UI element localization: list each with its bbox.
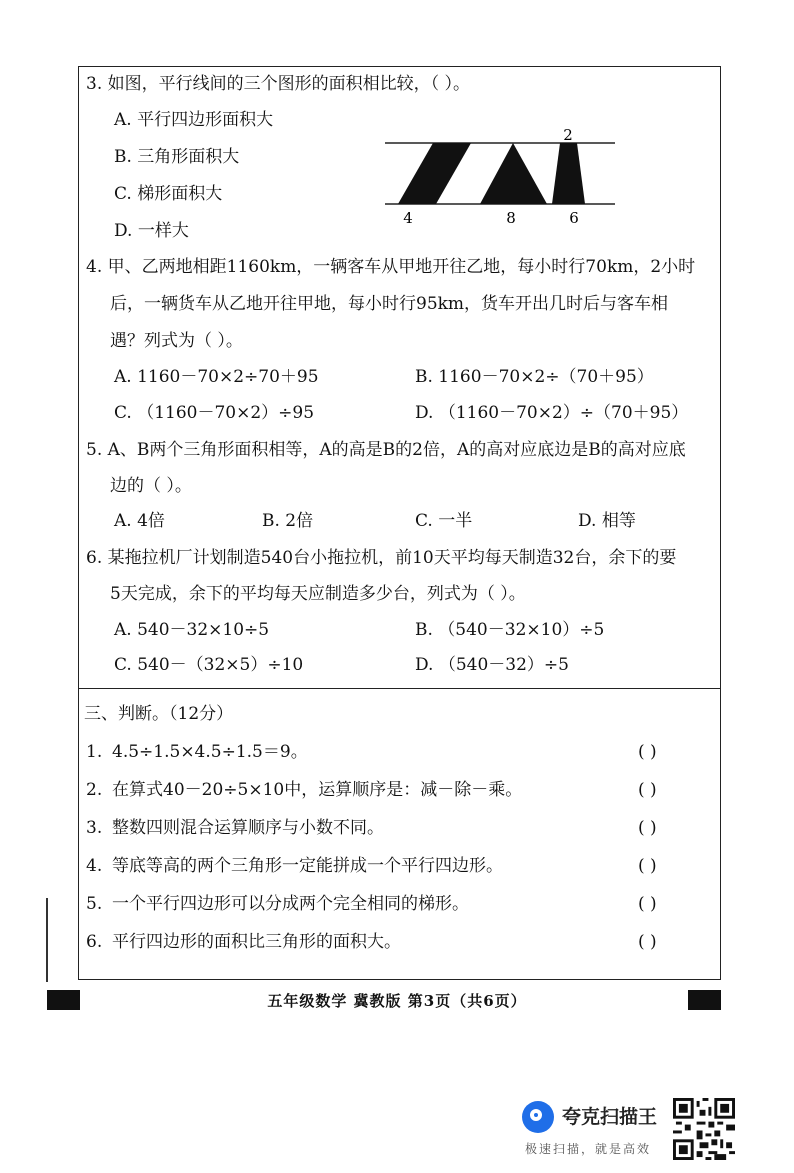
judge-6-number: 6. (86, 932, 103, 952)
q5-option-c: C. 一半 (415, 511, 473, 531)
label-top-2: 2 (563, 126, 573, 144)
trapezoid-shape (552, 143, 585, 204)
q5-option-d: D. 相等 (578, 511, 636, 531)
parallel-lines-figure (380, 122, 620, 228)
judge-4-answer[interactable]: ( ) (638, 856, 657, 876)
q5-line-2: 边的（ ）。 (110, 476, 192, 496)
q6-option-b: B. （540－32×10）÷5 (415, 620, 605, 640)
judge-4-number: 4. (86, 856, 103, 876)
q4-option-a: A. 1160－70×2÷70＋95 (114, 367, 319, 387)
q6-option-a: A. 540－32×10÷5 (114, 620, 270, 640)
q5-line-1: 5. A、B两个三角形面积相等，A的高是B的2倍，A的高对应底边是B的高对应底 (86, 440, 686, 460)
q3-option-d: D. 一样大 (114, 221, 189, 241)
q4-line-2: 后，一辆货车从乙地开往甲地，每小时行95km，货车开出几时后与客车相 (110, 294, 669, 314)
judge-2-number: 2. (86, 780, 103, 800)
q3-option-b: B. 三角形面积大 (114, 147, 240, 167)
judge-6-text: 平行四边形的面积比三角形的面积大。 (112, 932, 401, 952)
q4-line-3: 遇？列式为（ ）。 (110, 331, 243, 351)
judge-5-answer[interactable]: ( ) (638, 894, 657, 914)
q3-option-a: A. 平行四边形面积大 (114, 110, 274, 130)
label-bottom-6: 6 (569, 209, 579, 227)
section3-title: 三、判断。（12分） (84, 704, 234, 724)
q4-option-d: D. （1160－70×2）÷（70＋95） (415, 403, 689, 423)
judge-2-answer[interactable]: ( ) (638, 780, 657, 800)
label-bottom-8: 8 (506, 209, 516, 227)
q4-option-c: C. （1160－70×2）÷95 (114, 403, 315, 423)
judge-4-text: 等底等高的两个三角形一定能拼成一个平行四边形。 (112, 856, 503, 876)
scanner-logo-icon (522, 1101, 554, 1133)
q6-line-1: 6. 某拖拉机厂计划制造540台小拖拉机，前10天平均每天制造32台，余下的要 (86, 548, 677, 568)
judge-1-text: 4.5÷1.5×4.5÷1.5＝9。 (112, 742, 308, 762)
q6-option-d: D. （540－32）÷5 (415, 655, 569, 675)
page-footer: 五年级数学 冀教版 第3页（共6页） (267, 992, 527, 1010)
judge-1-number: 1. (86, 742, 103, 762)
q5-option-b: B. 2倍 (262, 511, 314, 531)
qr-code-icon (673, 1098, 735, 1160)
judge-3-answer[interactable]: ( ) (638, 818, 657, 838)
brand-slogan: 极速扫描，就是高效 (525, 1142, 652, 1156)
judge-5-text: 一个平行四边形可以分成两个完全相同的梯形。 (112, 894, 469, 914)
judge-6-answer[interactable]: ( ) (638, 932, 657, 952)
brand-name: 夸克扫描王 (562, 1106, 658, 1128)
q6-option-c: C. 540－（32×5）÷10 (114, 655, 304, 675)
q3-text: 3. 如图，平行线间的三个图形的面积相比较，（ ）。 (86, 74, 471, 94)
q6-line-2: 5天完成，余下的平均每天应制造多少台，列式为（ ）。 (110, 584, 526, 604)
judge-5-number: 5. (86, 894, 103, 914)
judge-3-text: 整数四则混合运算顺序与小数不同。 (112, 818, 384, 838)
q4-line-1: 4. 甲、乙两地相距1160km，一辆客车从甲地开往乙地，每小时行70km，2小时 (86, 257, 696, 277)
parallelogram-shape (398, 143, 471, 204)
q5-option-a: A. 4倍 (114, 511, 165, 531)
scan-edge-mark (46, 898, 48, 982)
label-bottom-4: 4 (403, 209, 413, 227)
triangle-shape (480, 143, 547, 204)
section-divider (78, 688, 721, 689)
judge-1-answer[interactable]: ( ) (638, 742, 657, 762)
judge-3-number: 3. (86, 818, 103, 838)
judge-2-text: 在算式40－20÷5×10中，运算顺序是：减－除－乘。 (112, 780, 523, 800)
q3-option-c: C. 梯形面积大 (114, 184, 223, 204)
q4-option-b: B. 1160－70×2÷（70＋95） (415, 367, 654, 387)
